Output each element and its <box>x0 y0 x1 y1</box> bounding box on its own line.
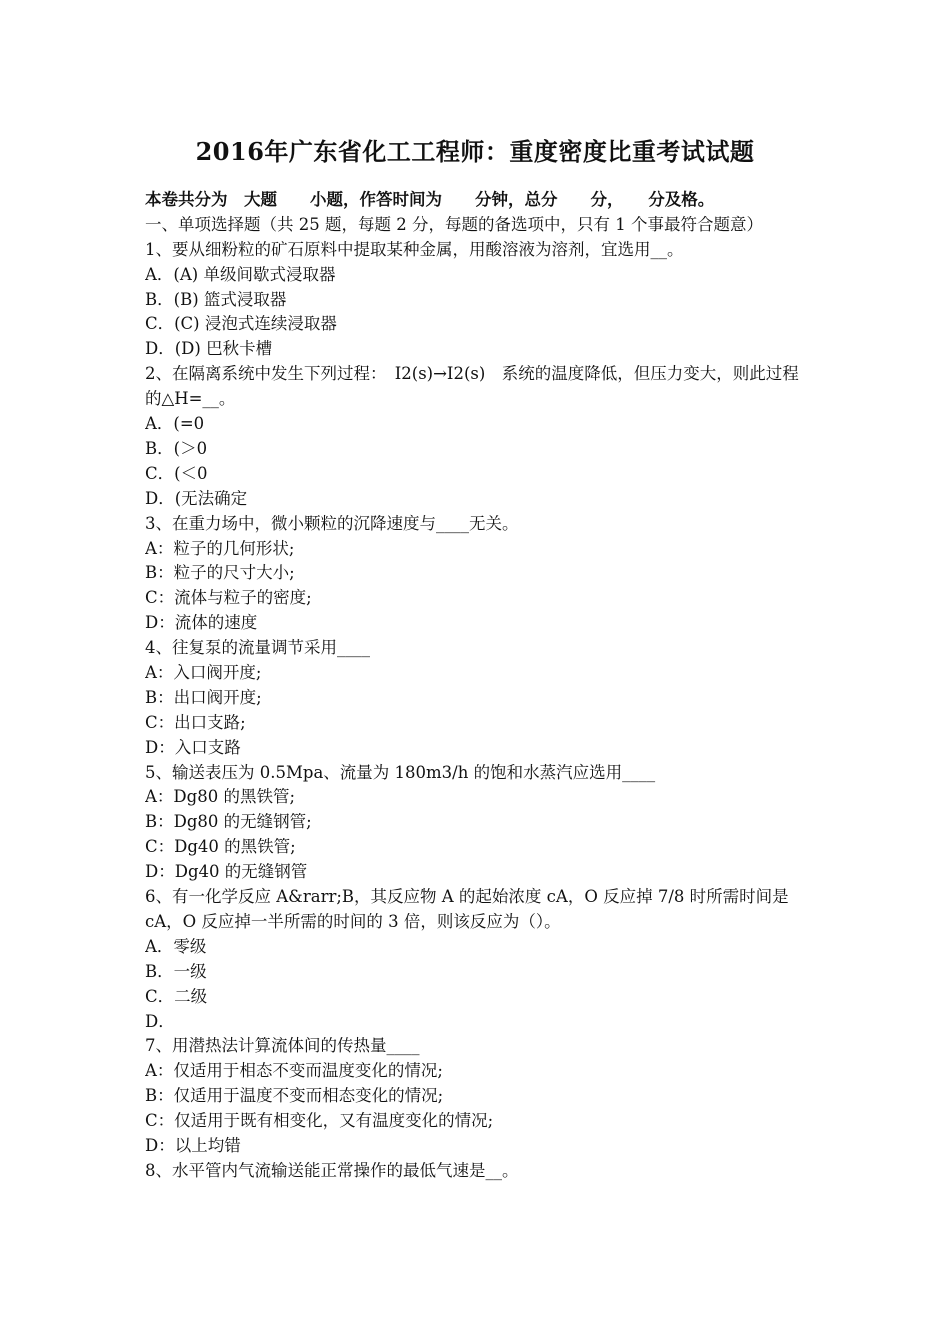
question-option: B：Dg80 的无缝钢管; <box>145 812 312 832</box>
question-option: B．(B) 篮式浸取器 <box>145 289 287 309</box>
exam-intro: 本卷共分为 大题 小题，作答时间为 分钟，总分 分， 分及格。 <box>145 190 715 209</box>
question-option: D．(无法确定 <box>145 488 248 508</box>
question-option: B．一级 <box>145 961 207 981</box>
question-stem: 5、输送表压为 0.5Mpa、流量为 180m3/h 的饱和水蒸汽应选用____ <box>145 762 656 782</box>
question-option: C：仅适用于既有相变化，又有温度变化的情况; <box>145 1111 494 1131</box>
question-option: D．(D) 巴秋卡槽 <box>145 339 273 359</box>
question-option: B：仅适用于温度不变而相态变化的情况; <box>145 1086 444 1106</box>
question-stem: 6、有一化学反应 A&rarr;B，其反应物 A 的起始浓度 cA，O 反应掉 7/8 时所需时间是 cA，O 反应掉一半所需的时间的 3 倍，则该反应为（）。 <box>145 887 789 931</box>
question-option: B：粒子的尺寸大小; <box>145 563 295 583</box>
question-option: A：仅适用于相态不变而温度变化的情况; <box>145 1061 443 1081</box>
question-option: C：出口支路; <box>145 712 246 732</box>
question-5 <box>145 761 810 885</box>
question-4 <box>145 636 810 760</box>
question-1 <box>145 238 810 362</box>
question-option: C：流体与粒子的密度; <box>145 588 312 608</box>
question-stem: 7、用潜热法计算流体间的传热量____ <box>145 1036 420 1056</box>
question-option: A．零级 <box>145 936 207 956</box>
document-title: 2016年广东省化工工程师：重度密度比重考试试题 <box>195 137 755 166</box>
question-option: C．二级 <box>145 986 208 1006</box>
question-option: D． <box>145 1011 175 1031</box>
question-stem: 1、要从细粉粒的矿石原料中提取某种金属，用酸溶液为溶剂，宜选用__。 <box>145 239 684 259</box>
question-option: D：流体的速度 <box>145 613 258 633</box>
document-body <box>145 188 810 1184</box>
question-option: A．(A) 单级间歇式浸取器 <box>145 264 336 284</box>
question-option: A：粒子的几何形状; <box>145 538 295 558</box>
question-2 <box>145 362 810 511</box>
question-option: A：Dg80 的黑铁管; <box>145 787 296 807</box>
question-option: B：出口阀开度; <box>145 687 262 707</box>
question-stem: 4、往复泵的流量调节采用____ <box>145 638 370 658</box>
question-option: C．(＜0 <box>145 463 208 483</box>
section-heading: 一、单项选择题（共 25 题，每题 2 分，每题的备选项中，只有 1 个事最符合题意） <box>145 214 763 234</box>
question-6 <box>145 885 810 1034</box>
question-option: C．(C) 浸泡式连续浸取器 <box>145 314 337 334</box>
question-stem: 8、水平管内气流输送能正常操作的最低气速是__。 <box>145 1160 519 1180</box>
question-option: A：入口阀开度; <box>145 663 262 683</box>
question-option: D：Dg40 的无缝钢管 <box>145 862 308 882</box>
question-stem: 3、在重力场中，微小颗粒的沉降速度与____无关。 <box>145 513 519 533</box>
question-8 <box>145 1159 810 1184</box>
question-7 <box>145 1034 810 1158</box>
question-option: D：入口支路 <box>145 737 241 757</box>
question-option: B．(＞0 <box>145 438 208 458</box>
question-3 <box>145 512 810 636</box>
question-stem: 2、在隔离系统中发生下列过程： I2(s)→I2(s) 系统的温度降低，但压力变大，则此过程的△H=__。 <box>145 364 799 409</box>
question-option: C：Dg40 的黑铁管; <box>145 837 296 857</box>
question-option: A．(=0 <box>145 414 205 434</box>
question-option: D：以上均错 <box>145 1136 241 1155</box>
